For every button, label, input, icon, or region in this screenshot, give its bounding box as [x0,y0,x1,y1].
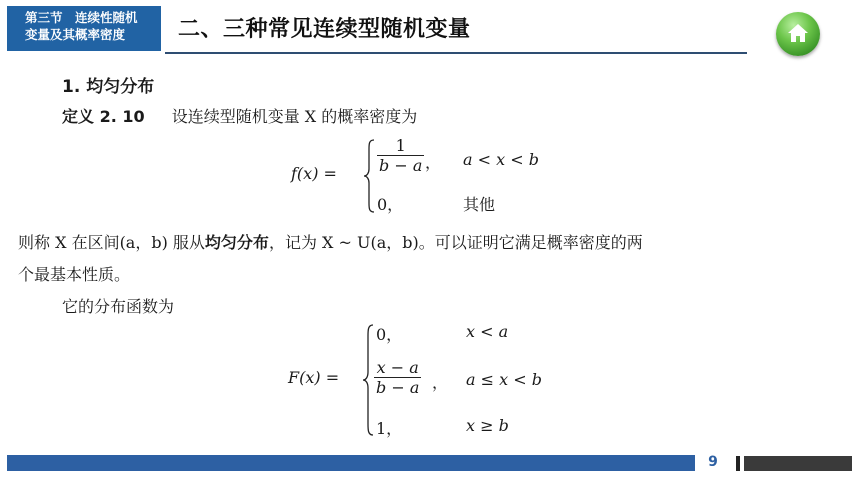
cdf-cond-3: x ≥ b [466,416,509,435]
cdf-lhs: F(x) = [288,368,340,387]
section-tag-line2: 变量及其概率密度 [25,27,126,42]
definition-text: 设连续型随机变量 X 的概率密度为 [171,107,418,126]
page-title: 二、三种常见连续型随机变量 [178,17,471,42]
section-heading: 1. 均匀分布 [62,77,155,97]
cdf-denominator: b − a [376,378,420,397]
density-denominator: b − a [379,156,423,175]
footer-block [744,456,852,471]
paragraph-1-bold: 均匀分布 [204,233,269,252]
left-brace [363,139,375,213]
density-cond-1: a < x < b [463,150,539,169]
cdf-cond-1: x < a [466,322,509,341]
paragraph-2: 它的分布函数为 [62,297,175,316]
paragraph-1-part-a: 则称 X 在区间(a，b) 服从 [18,233,205,252]
footer-bar [7,455,695,471]
cdf-fraction [374,358,421,397]
paragraph-1-line2: 个最基本性质。 [18,265,131,284]
density-lhs: f(x) = [291,164,337,183]
paragraph-1 [18,230,643,253]
page-number: 9 [708,454,718,470]
cdf-numerator: x − a [376,358,419,377]
cdf-val-1: 0， [376,325,403,344]
paragraph-1-part-b: ，记为 X ~ U(a，b)。可以证明它满足概率密度的两 [268,233,643,252]
density-cond-2: 其他 [463,195,496,214]
definition-line [62,104,417,127]
density-formula: f(x) = $\frac{1}{b - a}$ ， a < x < b 0， 其他 [291,136,539,214]
header-divider [165,52,747,54]
left-brace [362,324,374,436]
density-val-2: 0， [377,195,404,214]
home-icon [786,21,810,45]
home-button[interactable] [776,12,820,56]
section-tag [7,6,161,51]
cdf-formula: F(x) = 0， x < a $\frac{x - a}{b - a}$ ， a ≤ x < b 1， x ≥ b [288,322,542,438]
section-tag-line1: 第三节 连续性随机 [25,10,138,25]
footer-separator [736,456,740,471]
cdf-val-3: 1， [376,419,403,438]
cdf-cond-2: a ≤ x < b [466,370,542,389]
density-fraction [377,136,424,175]
density-numerator: 1 [395,136,406,155]
definition-label: 定义 2. 10 [62,107,145,126]
